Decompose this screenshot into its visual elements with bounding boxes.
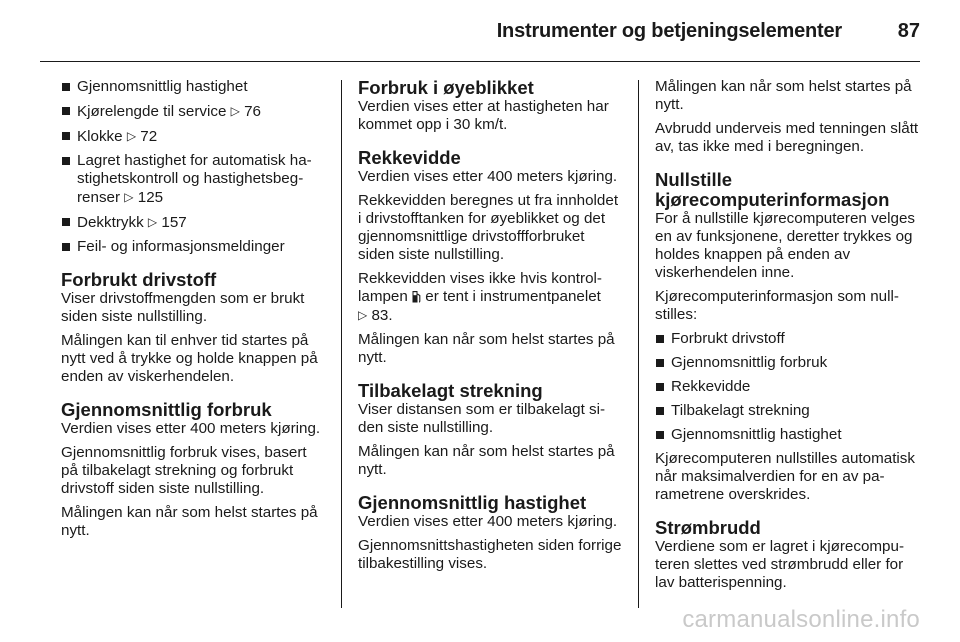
section-rekkevidde (358, 148, 624, 367)
watermark: carmanualsonline.info (682, 606, 920, 633)
column-middle (358, 78, 624, 579)
section-heading: Tilbakelagt strekning (358, 380, 543, 401)
paragraph: Verdien vises etter 400 meters kjøring. (61, 420, 321, 437)
section-strombrudd (655, 518, 921, 592)
paragraph: Verdien vises etter 400 meters kjøring. (358, 168, 618, 185)
section-gjennomsnittlig-forbruk (61, 400, 327, 540)
paragraph: Gjennomsnittlig forbruk vises, basert på tilbakelagt strekning og forbrukt drivstoff siden siste nullstilling. (61, 444, 307, 497)
paragraph: Avbrudd underveis med tenningen slått av, tas ikke med i beregningen. (655, 120, 919, 155)
page-reference[interactable]: 76 (244, 103, 262, 120)
list-item: Forbrukt drivstoff (655, 330, 921, 348)
section-heading: Forbrukt drivstoff (61, 269, 217, 290)
reference-arrow-icon: ▷ (126, 129, 137, 143)
square-bullet-icon (62, 243, 70, 251)
paragraph: Målingen kan når som helst startes på nytt. (358, 443, 615, 478)
column-left (61, 78, 327, 546)
paragraph: Viser distansen som er tilbakelagt siden siste nullstilling. (358, 401, 606, 436)
section-forbrukt-drivstoff (61, 270, 327, 386)
list-item: Dekktrykk ▷ 157 (61, 213, 327, 232)
list-item: Klokke ▷ 72 (61, 127, 327, 146)
paragraph: Målingen kan når som helst startes på nytt. (358, 331, 615, 366)
paragraph: Målingen kan når som helst startes på nytt. (61, 504, 318, 539)
paragraph: Viser drivstoffmengden som er brukt siden siste nullstilling. (61, 290, 305, 325)
page-header (0, 0, 960, 62)
list-item: Tilbakelagt strekning (655, 402, 921, 420)
section-heading: Strømbrudd (655, 517, 761, 538)
paragraph: Rekkevidden beregnes ut fra innholdet i drivstofftanken for øyeblikket og det gjennomsnittlige drivstoffforbruket siden siste nullstilling. (358, 192, 619, 263)
section-tilbakelagt-strekning (358, 381, 624, 479)
list-item: Gjennomsnittlig hastighet (655, 426, 921, 444)
section-heading: Gjennomsnittlig forbruk (61, 399, 272, 420)
section-heading: Gjennomsnittlig hastighet (358, 492, 587, 513)
column-divider (638, 80, 639, 608)
header-divider (40, 61, 920, 62)
list-item: Lagret hastighet for automatisk hastighetskontroll og hastighetsbegrenser ▷ 125 (61, 152, 327, 207)
list-item: Gjennomsnittlig hastighet (61, 78, 327, 96)
reference-arrow-icon: ▷ (147, 215, 158, 229)
page-reference[interactable]: 83. (371, 307, 393, 324)
paragraph: Kjørecomputeren nullstilles automatisk når maksimalverdien for en av parametrene overskrides. (655, 450, 915, 503)
reference-arrow-icon: ▷ (230, 104, 240, 118)
reference-arrow-icon: ▷ (124, 190, 134, 204)
page-reference[interactable]: 72 (140, 128, 158, 145)
square-bullet-icon (656, 383, 664, 391)
square-bullet-icon (656, 335, 664, 343)
column-divider (341, 80, 342, 608)
page-title: Instrumenter og betjeningselementer (496, 20, 842, 42)
page-reference[interactable]: 125 (137, 189, 164, 206)
square-bullet-icon (62, 83, 70, 91)
section-heading: Rekkevidde (358, 147, 461, 168)
reference-arrow-icon: ▷ (358, 308, 368, 322)
paragraph: Verdiene som er lagret i kjørecomputeren slettes ved strømbrudd eller for lav batterispenning. (655, 538, 905, 591)
paragraph: Verdien vises etter at hastigheten har kommet opp i 30 km/t. (358, 98, 609, 133)
list-item: Gjennomsnittlig forbruk (655, 354, 921, 372)
column-right (655, 78, 921, 598)
section-heading: Forbruk i øyeblikket (358, 77, 534, 98)
fuel-pump-icon (412, 290, 421, 303)
square-bullet-icon (62, 157, 70, 165)
section-forbruk-i-oyeblikket (358, 78, 624, 134)
section-nullstille (655, 170, 921, 504)
paragraph: For å nullstille kjørecomputeren velges en av funksjonene, deretter trykkes og holdes knappen på enden av viskerhendelen inne. (655, 210, 915, 281)
reset-items-list (655, 330, 921, 444)
display-functions-list (61, 78, 327, 256)
page-reference[interactable]: 157 (161, 214, 187, 231)
section-gjennomsnittlig-hastighet (358, 493, 624, 573)
square-bullet-icon (62, 132, 70, 140)
paragraph: Rekkevidden vises ikke hvis kontrollampen er tent i instrumentpanelet ▷ 83. (358, 270, 602, 324)
list-item: Feil- og informasjonsmeldinger (61, 238, 327, 256)
paragraph: Gjennomsnittshastigheten siden forrige tilbakestilling vises. (358, 537, 622, 572)
page-number: 87 (897, 20, 920, 42)
square-bullet-icon (656, 407, 664, 415)
paragraph: Målingen kan når som helst startes på nytt. (655, 78, 912, 113)
list-item: Rekkevidde (655, 378, 921, 396)
section-heading: Nullstille kjørecomputerinformasjon (655, 169, 890, 210)
paragraph: Kjørecomputerinformasjon som nullstilles: (655, 288, 899, 323)
paragraph: Verdien vises etter 400 meters kjøring. (358, 513, 618, 530)
square-bullet-icon (62, 107, 70, 115)
list-item: Kjørelengde til service ▷ 76 (61, 102, 327, 121)
square-bullet-icon (656, 359, 664, 367)
paragraph: Målingen kan til enhver tid startes på nytt ved å trykke og holde knappen på enden av viskerhendelen. (61, 332, 318, 385)
square-bullet-icon (656, 431, 664, 439)
square-bullet-icon (62, 218, 70, 226)
